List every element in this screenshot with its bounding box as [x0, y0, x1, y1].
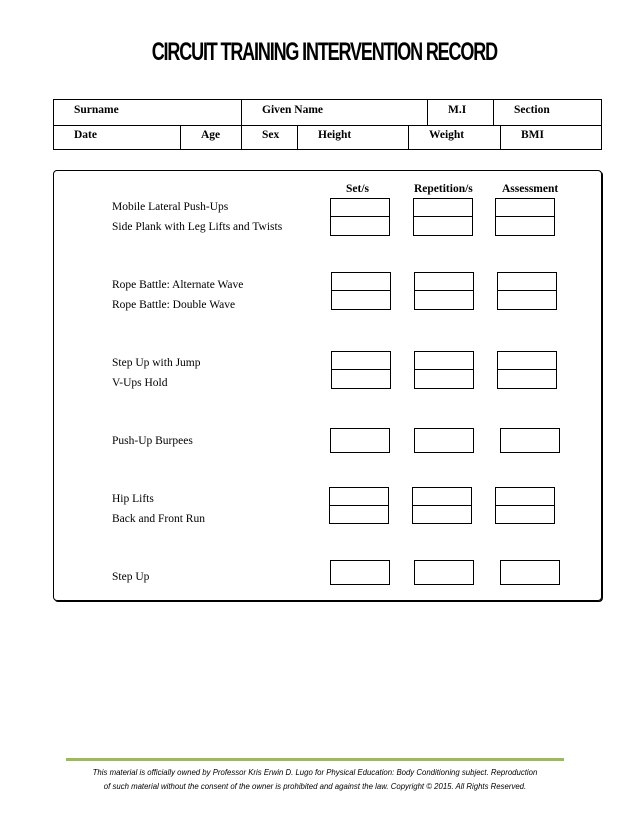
assessment-box[interactable] [495, 505, 555, 524]
student-info-table [53, 99, 602, 150]
assessment-box[interactable] [497, 369, 557, 389]
surname-label: Surname [74, 104, 119, 116]
exercise-label: Hip Lifts [112, 493, 154, 505]
repetitions-box[interactable] [414, 272, 474, 291]
age-label: Age [180, 125, 241, 150]
info-row-1 [54, 100, 601, 126]
exercise-label: Rope Battle: Double Wave [112, 299, 236, 311]
exercise-label: Side Plank with Leg Lifts and Twists [112, 221, 283, 233]
repetitions-box[interactable] [414, 560, 474, 585]
repetitions-box[interactable] [414, 351, 474, 370]
repetitions-box[interactable] [414, 369, 474, 389]
sets-box[interactable] [329, 487, 389, 506]
copyright-notice [66, 766, 564, 794]
exercise-label: Step Up [112, 571, 150, 583]
assessment-box[interactable] [495, 198, 555, 217]
repetitions-box[interactable] [414, 290, 474, 310]
sets-box[interactable] [331, 290, 391, 310]
exercise-label: Rope Battle: Alternate Wave [112, 279, 244, 291]
assessment-box[interactable] [500, 428, 560, 453]
exercise-label: Step Up with Jump [112, 357, 201, 369]
sets-box[interactable] [329, 505, 389, 524]
exercise-label: V-Ups Hold [112, 377, 168, 389]
assessment-box[interactable] [495, 487, 555, 506]
bmi-label: BMI [500, 125, 601, 150]
date-label: Date [74, 129, 97, 141]
repetitions-box[interactable] [413, 216, 473, 236]
copyright-line-2: of such material without the consent of the owner is prohibited and against the law. Copyright © 2015. All Rights Reserved. [103, 782, 527, 791]
col-sets-header: Set/s [346, 183, 369, 195]
sets-box[interactable] [331, 369, 391, 389]
info-row-2 [54, 125, 601, 150]
assessment-box[interactable] [497, 351, 557, 370]
assessment-box[interactable] [500, 560, 560, 585]
height-label: Height [297, 125, 408, 150]
sets-box[interactable] [331, 351, 391, 370]
copyright-line-1: This material is officially owned by Professor Kris Erwin D. Lugo for Physical Education: Body Conditioning subject. Reproduction [92, 768, 538, 777]
repetitions-box[interactable] [412, 487, 472, 506]
exercise-label: Push-Up Burpees [112, 435, 193, 447]
col-assessment-header: Assessment [502, 183, 559, 195]
mi-label: M.I [427, 100, 493, 125]
repetitions-box[interactable] [413, 198, 473, 217]
footer-divider [66, 758, 564, 761]
sets-box[interactable] [331, 272, 391, 291]
sets-box[interactable] [330, 428, 390, 453]
assessment-box[interactable] [497, 290, 557, 310]
sex-label: Sex [241, 125, 297, 150]
sets-box[interactable] [330, 216, 390, 236]
section-label: Section [493, 100, 601, 125]
exercise-label: Mobile Lateral Push-Ups [112, 201, 229, 213]
repetitions-box[interactable] [414, 428, 474, 453]
col-repetitions-header: Repetition/s [414, 183, 473, 195]
given-name-label: Given Name [241, 100, 428, 125]
sets-box[interactable] [330, 560, 390, 585]
weight-label: Weight [408, 125, 500, 150]
repetitions-box[interactable] [412, 505, 472, 524]
page-title: CIRCUIT TRAINING INTERVENTION RECORD [151, 38, 497, 66]
assessment-box[interactable] [495, 216, 555, 236]
exercise-label: Back and Front Run [112, 513, 205, 525]
assessment-box[interactable] [497, 272, 557, 291]
sets-box[interactable] [330, 198, 390, 217]
